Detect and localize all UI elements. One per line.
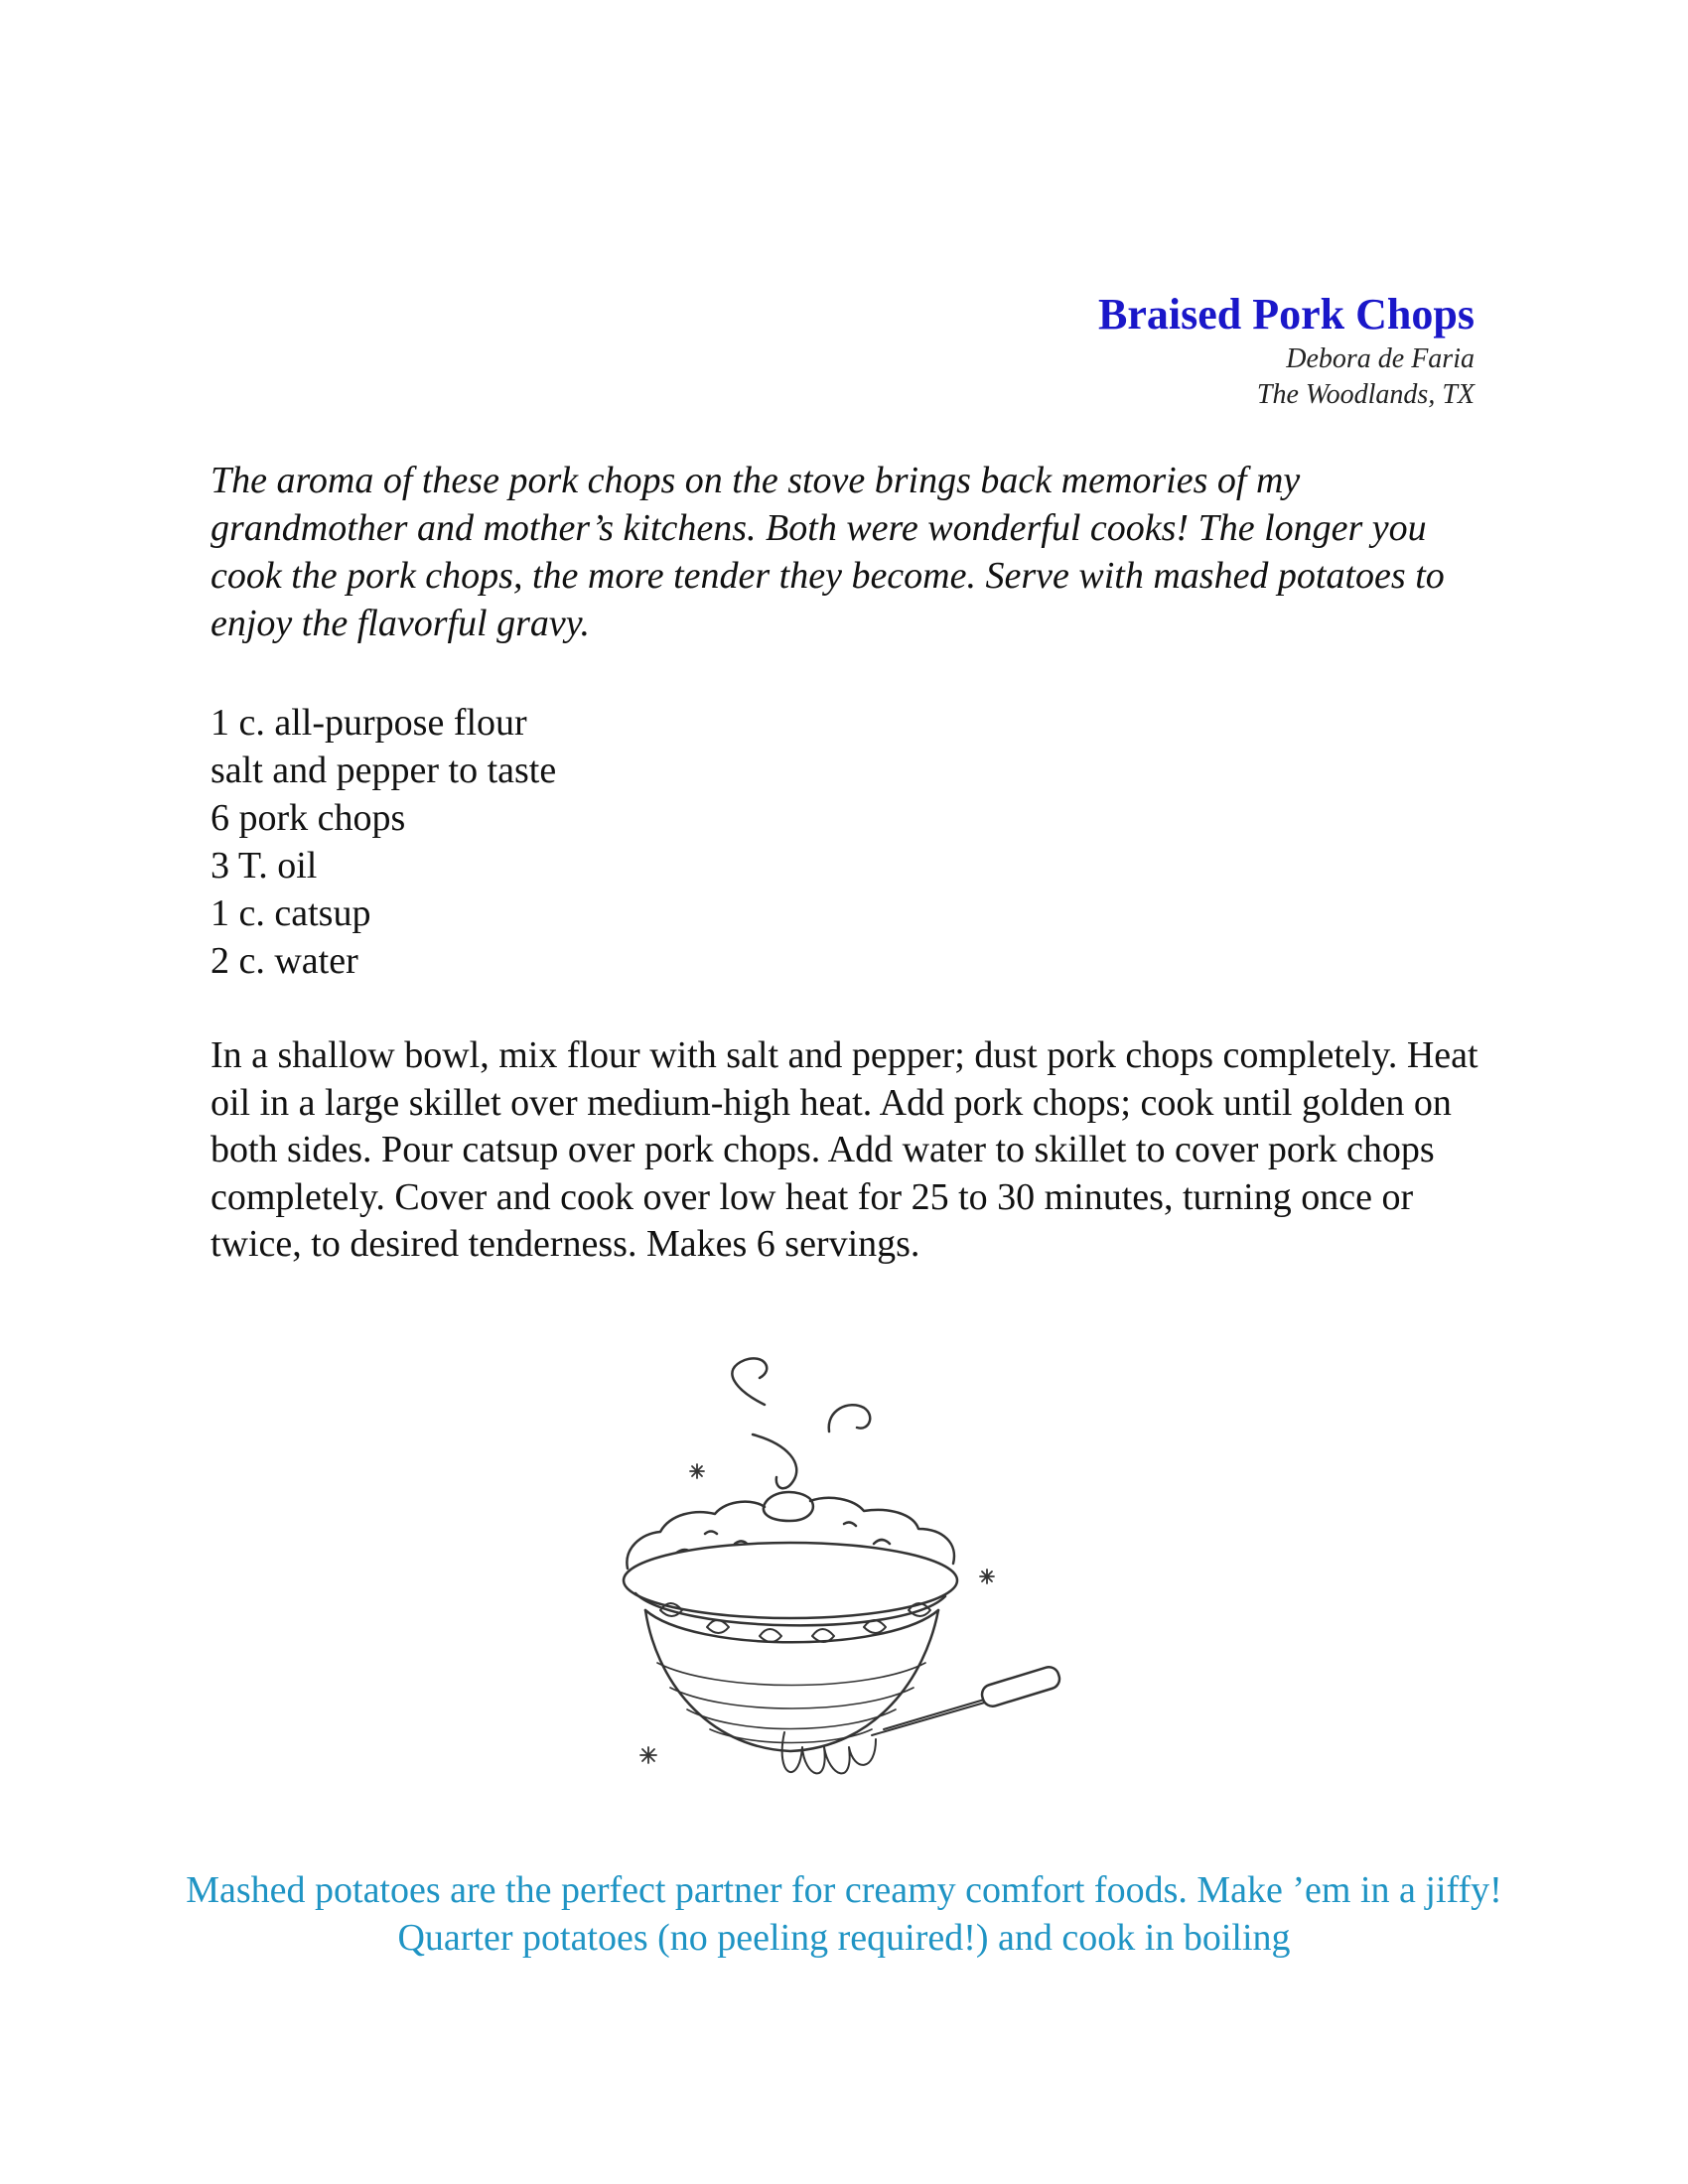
ingredient-item: 2 c. water <box>211 940 358 982</box>
recipe-header <box>894 288 1475 413</box>
recipe-intro <box>211 457 1501 647</box>
mashed-potato-bowl-icon <box>616 1350 1082 1827</box>
ingredient-item: salt and pepper to taste <box>211 750 557 791</box>
ingredient-item: 6 pork chops <box>211 797 406 839</box>
directions-text: In a shallow bowl, mix flour with salt and pepper; dust pork chops completely. Heat oil in a large skillet over medium-high heat. Add pork chops; cook until golden on both sides. Pour catsup over pork chops. Add water to skillet to cover pork chops completely. Cover and cook over low heat for 25 to 30 minutes, turning once or twice, to desired tenderness. Makes 6 servings. <box>211 1034 1478 1265</box>
ingredient-item: 1 c. catsup <box>211 892 371 934</box>
cooking-tip <box>169 1866 1519 1962</box>
ingredient-list <box>211 699 1104 985</box>
tip-text: Mashed potatoes are the perfect partner for creamy comfort foods. Make ’em in a jiffy! Quarter potatoes (no peeling required!) and cook in boiling <box>186 1869 1502 1959</box>
recipe-directions <box>211 1032 1501 1269</box>
recipe-location: The Woodlands, TX <box>1256 379 1475 410</box>
recipe-title: Braised Pork Chops <box>1098 290 1475 339</box>
intro-text: The aroma of these pork chops on the stove brings back memories of my grandmother and mother’s kitchens. Both were wonderful cooks! The longer you cook the pork chops, the more tender they become. Serve with mashed potatoes to enjoy the flavorful gravy. <box>211 460 1445 644</box>
ingredient-item: 1 c. all-purpose flour <box>211 702 527 744</box>
recipe-author: Debora de Faria <box>1286 343 1475 374</box>
ingredient-item: 3 T. oil <box>211 845 318 887</box>
